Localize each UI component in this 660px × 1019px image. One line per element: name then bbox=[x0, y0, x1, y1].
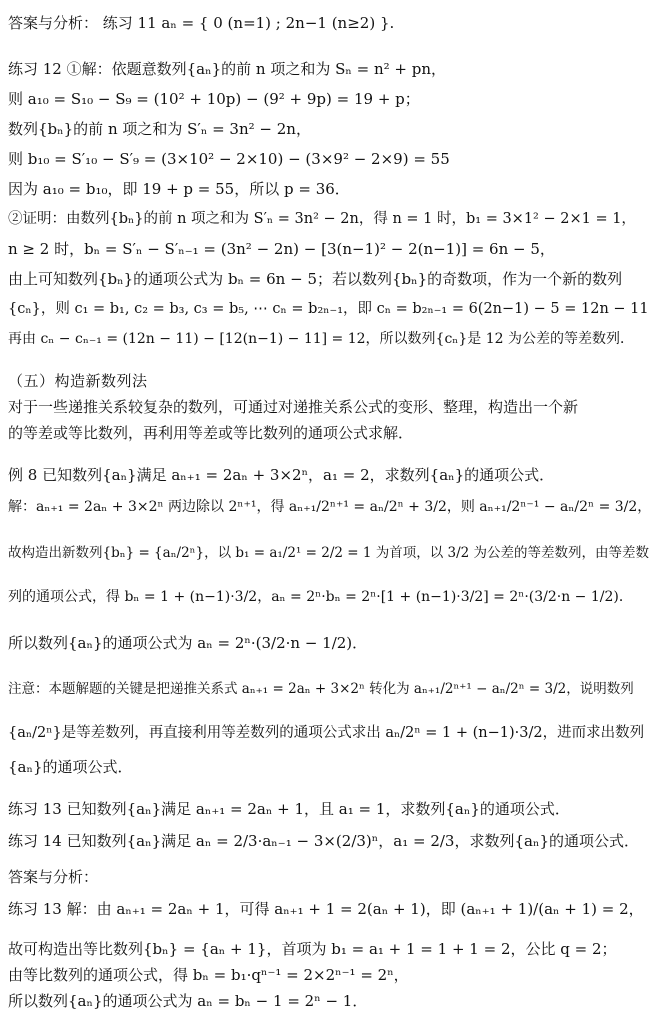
line-note-3: {aₙ}的通项公式． bbox=[8, 758, 133, 776]
line-a10: 则 a₁₀ = S₁₀ − S₉ = (10² + 10p) − (9² + 9p) = 19 + p； bbox=[8, 90, 420, 108]
line-cn-diff: 再由 cₙ − cₙ₋₁ = (12n − 11) − [12(n−1) − 11] = 12，所以数列{cₙ}是 12 为公差的等差数列． bbox=[8, 331, 634, 347]
line-exercise-13: 练习 13 已知数列{aₙ}满足 aₙ₊₁ = 2aₙ + 1，且 a₁ = 1，求数列{aₙ}的通项公式． bbox=[8, 800, 570, 818]
line-bn-formula: 由上可知数列{bₙ}的通项公式为 bₙ = 6n − 5；若以数列{bₙ}的奇数项，作为一个新的数列 bbox=[8, 270, 623, 288]
line-answer-header: 答案与分析： bbox=[8, 868, 99, 886]
line-answer-header-11: 答案与分析： 练习 11 aₙ = { 0 (n=1) ; 2n−1 (n≥2) }. bbox=[8, 14, 395, 32]
line-ex8-solution-3: 列的通项公式，得 bₙ = 1 + (n−1)·3/2，aₙ = 2ⁿ·bₙ = 2ⁿ·[1 + (n−1)·3/2] = 2ⁿ·(3/2·n − 1/2)． bbox=[8, 589, 633, 605]
line-ex13-solution-2: 故可构造出等比数列{bₙ} = {aₙ + 1}，首项为 b₁ = a₁ + 1 = 1 + 1 = 2，公比 q = 2； bbox=[8, 940, 617, 958]
line-ex8-solution-2: 故构造出新数列{bₙ} = {aₙ/2ⁿ}，以 b₁ = a₁/2¹ = 2/2 = 1 为首项，以 3/2 为公差的等差数列，由等差数 bbox=[8, 545, 650, 561]
line-ex8-solution-1: 解：aₙ₊₁ = 2aₙ + 3×2ⁿ 两边除以 2ⁿ⁺¹，得 aₙ₊₁/2ⁿ⁺¹ = aₙ/2ⁿ + 3/2，则 aₙ₊₁/2ⁿ⁻¹ − aₙ/2ⁿ = 3/2， bbox=[8, 499, 652, 515]
line-b10: 则 b₁₀ = S′₁₀ − S′₉ = (3×10² − 2×10) − (3×9² − 2×9) = 55 bbox=[8, 150, 450, 168]
line-exercise-12-intro: 练习 12 ①解：依题意数列{aₙ}的前 n 项之和为 Sₙ = n² + pn， bbox=[8, 60, 447, 78]
line-cn-def: {cₙ}，则 c₁ = b₁, c₂ = b₃, c₃ = b₅, ⋯ cₙ = b₂ₙ₋₁，即 cₙ = b₂ₙ₋₁ = 6(2n−1) − 5 = 12n − 11 bbox=[8, 301, 649, 317]
line-bn-sum: 数列{bₙ}的前 n 项之和为 S′ₙ = 3n² − 2n， bbox=[8, 120, 311, 138]
line-proof-start: ②证明：由数列{bₙ}的前 n 项之和为 S′ₙ = 3n² − 2n，得 n = 1 时，b₁ = 3×1² − 2×1 = 1， bbox=[8, 211, 636, 227]
line-note-2: {aₙ/2ⁿ}是等差数列，再直接利用等差数列的通项公式求出 aₙ/2ⁿ = 1 + (n−1)·3/2，进而求出数列 bbox=[8, 725, 645, 741]
line-p-value: 因为 a₁₀ = b₁₀，即 19 + p = 55，所以 p = 36． bbox=[8, 180, 350, 198]
line-ex8-conclusion: 所以数列{aₙ}的通项公式为 aₙ = 2ⁿ·(3/2·n − 1/2)． bbox=[8, 634, 368, 652]
section-heading-5: （五）构造新数列法 bbox=[8, 372, 148, 390]
line-ex13-conclusion: 所以数列{aₙ}的通项公式为 aₙ = bₙ − 1 = 2ⁿ − 1． bbox=[8, 992, 368, 1010]
line-exercise-14: 练习 14 已知数列{aₙ}满足 aₙ = 2/3·aₙ₋₁ − 3×(2/3)ⁿ，a₁ = 2/3，求数列{aₙ}的通项公式． bbox=[8, 832, 639, 850]
line-method-desc-2: 的等差或等比数列，再利用等差或等比数列的通项公式求解． bbox=[8, 424, 414, 442]
line-bn-general: n ≥ 2 时，bₙ = S′ₙ − S′ₙ₋₁ = (3n² − 2n) − [3(n−1)² − 2(n−1)] = 6n − 5， bbox=[8, 240, 555, 258]
line-note-1: 注意：本题解题的关键是把递推关系式 aₙ₊₁ = 2aₙ + 3×2ⁿ 转化为 aₙ₊₁/2ⁿ⁺¹ − aₙ/2ⁿ = 3/2，说明数列 bbox=[8, 681, 634, 697]
line-ex13-solution-3: 由等比数列的通项公式，得 bₙ = b₁·qⁿ⁻¹ = 2×2ⁿ⁻¹ = 2ⁿ， bbox=[8, 966, 409, 984]
line-example-8: 例 8 已知数列{aₙ}满足 aₙ₊₁ = 2aₙ + 3×2ⁿ，a₁ = 2，求数列{aₙ}的通项公式． bbox=[8, 466, 555, 484]
line-ex13-solution-1: 练习 13 解：由 aₙ₊₁ = 2aₙ + 1，可得 aₙ₊₁ + 1 = 2(aₙ + 1)，即 (aₙ₊₁ + 1)/(aₙ + 1) = 2， bbox=[8, 900, 644, 918]
line-method-desc-1: 对于一些递推关系较复杂的数列，可通过对递推关系公式的变形、整理，构造出一个新 bbox=[8, 398, 579, 416]
